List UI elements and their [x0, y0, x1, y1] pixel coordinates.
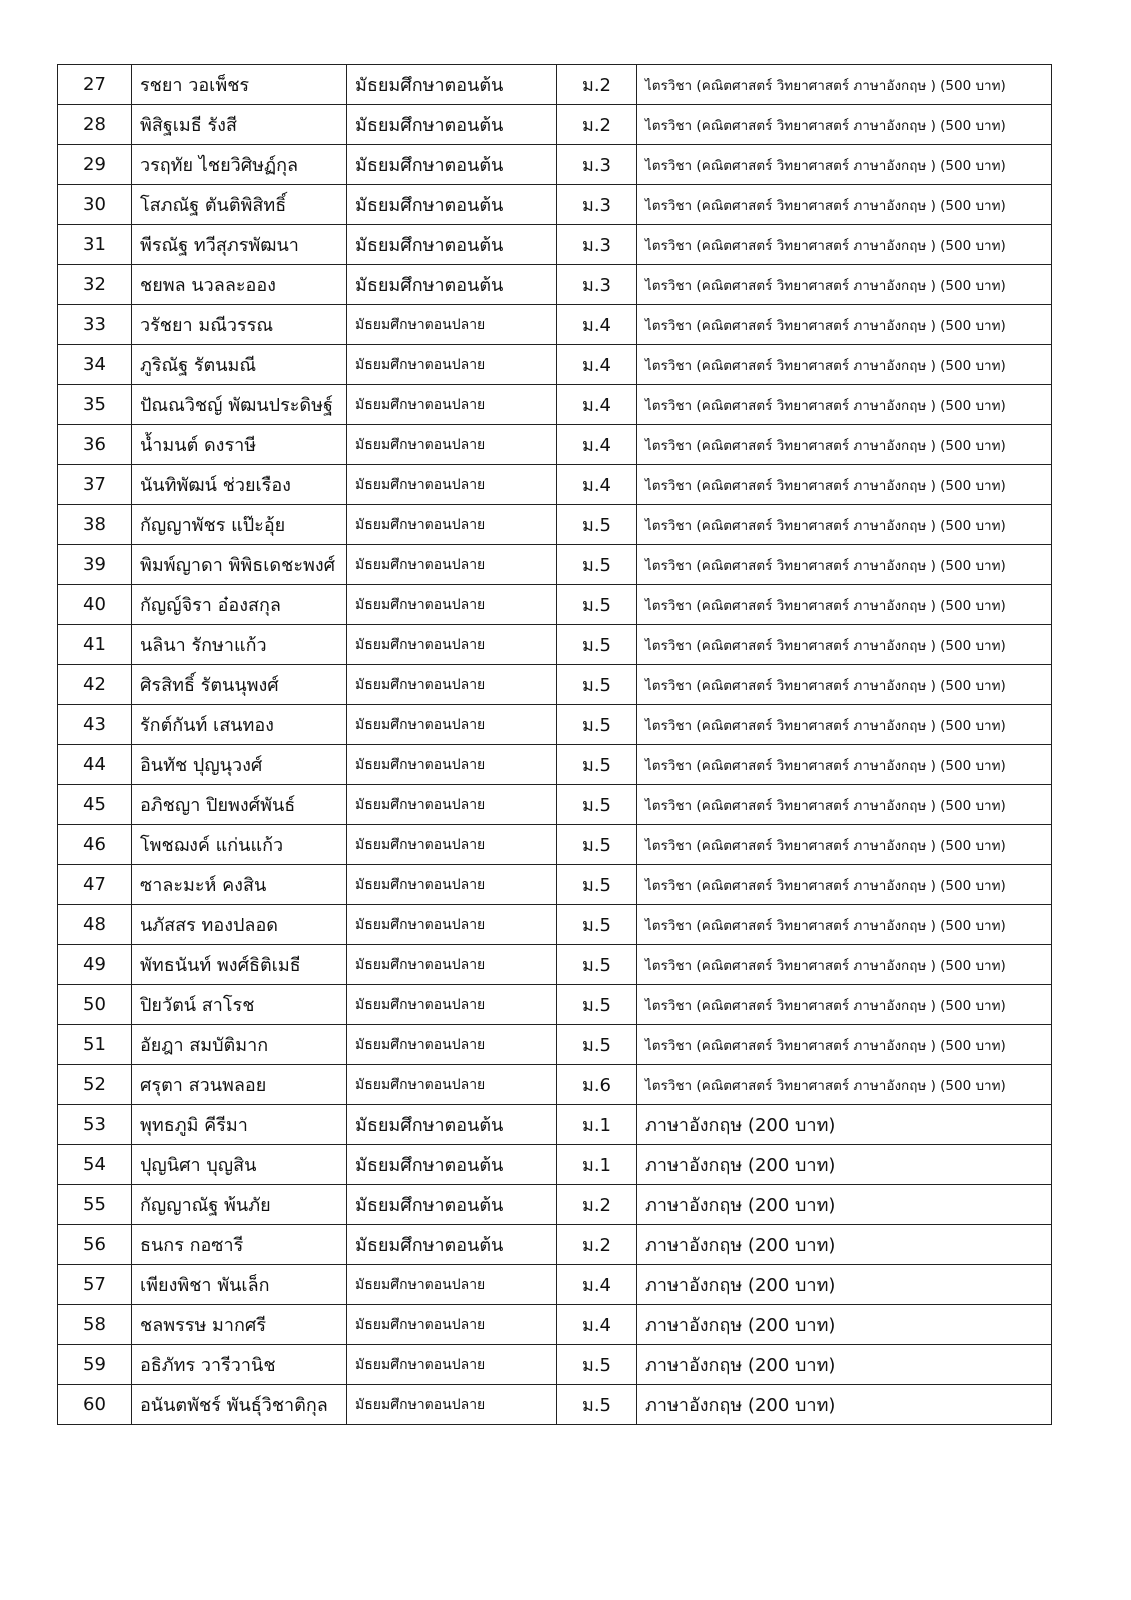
row-number: 54	[58, 1145, 132, 1185]
row-number: 32	[58, 265, 132, 305]
grade-level: ม.5	[557, 505, 637, 545]
student-name: พิมพ์ญาดา พิพิธเดชะพงศ์	[132, 545, 347, 585]
row-number: 48	[58, 905, 132, 945]
student-name: นภัสสร ทองปลอด	[132, 905, 347, 945]
subject-fee: ภาษาอังกฤษ (200 บาท)	[637, 1345, 1052, 1385]
row-number: 60	[58, 1385, 132, 1425]
education-level: มัธยมศึกษาตอนต้น	[347, 145, 557, 185]
grade-level: ม.1	[557, 1145, 637, 1185]
table-row	[58, 1105, 1052, 1145]
education-level: มัธยมศึกษาตอนปลาย	[347, 585, 557, 625]
education-level: มัธยมศึกษาตอนปลาย	[347, 1065, 557, 1105]
row-number: 40	[58, 585, 132, 625]
row-number: 46	[58, 825, 132, 865]
subject-fee: ไตรวิชา (คณิตศาสตร์ วิทยาศาสตร์ ภาษาอังกฤษ ) (500 บาท)	[637, 585, 1052, 625]
table-row	[58, 1145, 1052, 1185]
row-number: 37	[58, 465, 132, 505]
row-number: 31	[58, 225, 132, 265]
education-level: มัธยมศึกษาตอนต้น	[347, 105, 557, 145]
education-level: มัธยมศึกษาตอนปลาย	[347, 665, 557, 705]
grade-level: ม.5	[557, 705, 637, 745]
subject-fee: ภาษาอังกฤษ (200 บาท)	[637, 1185, 1052, 1225]
row-number: 38	[58, 505, 132, 545]
education-level: มัธยมศึกษาตอนปลาย	[347, 1305, 557, 1345]
student-name: โสภณัฐ ตันติพิสิทธิ์	[132, 185, 347, 225]
table-row	[58, 1065, 1052, 1105]
table-row	[58, 145, 1052, 185]
education-level: มัธยมศึกษาตอนต้น	[347, 225, 557, 265]
subject-fee: ภาษาอังกฤษ (200 บาท)	[637, 1105, 1052, 1145]
row-number: 44	[58, 745, 132, 785]
education-level: มัธยมศึกษาตอนต้น	[347, 265, 557, 305]
subject-fee: ภาษาอังกฤษ (200 บาท)	[637, 1145, 1052, 1185]
education-level: มัธยมศึกษาตอนต้น	[347, 185, 557, 225]
subject-fee: ไตรวิชา (คณิตศาสตร์ วิทยาศาสตร์ ภาษาอังกฤษ ) (500 บาท)	[637, 305, 1052, 345]
subject-fee: ไตรวิชา (คณิตศาสตร์ วิทยาศาสตร์ ภาษาอังกฤษ ) (500 บาท)	[637, 945, 1052, 985]
table-row	[58, 1305, 1052, 1345]
subject-fee: ไตรวิชา (คณิตศาสตร์ วิทยาศาสตร์ ภาษาอังกฤษ ) (500 บาท)	[637, 65, 1052, 105]
grade-level: ม.3	[557, 265, 637, 305]
subject-fee: ไตรวิชา (คณิตศาสตร์ วิทยาศาสตร์ ภาษาอังกฤษ ) (500 บาท)	[637, 625, 1052, 665]
subject-fee: ไตรวิชา (คณิตศาสตร์ วิทยาศาสตร์ ภาษาอังกฤษ ) (500 บาท)	[637, 705, 1052, 745]
table-row	[58, 705, 1052, 745]
row-number: 56	[58, 1225, 132, 1265]
table-row	[58, 265, 1052, 305]
grade-level: ม.5	[557, 905, 637, 945]
student-name: ปัณณวิชญ์ พัฒนประดิษฐ์	[132, 385, 347, 425]
subject-fee: ไตรวิชา (คณิตศาสตร์ วิทยาศาสตร์ ภาษาอังกฤษ ) (500 บาท)	[637, 825, 1052, 865]
grade-level: ม.6	[557, 1065, 637, 1105]
grade-level: ม.5	[557, 625, 637, 665]
subject-fee: ภาษาอังกฤษ (200 บาท)	[637, 1385, 1052, 1425]
table-row	[58, 1185, 1052, 1225]
row-number: 45	[58, 785, 132, 825]
row-number: 28	[58, 105, 132, 145]
row-number: 58	[58, 1305, 132, 1345]
student-name: น้ำมนต์ ดงราษี	[132, 425, 347, 465]
roster-body	[58, 65, 1052, 1425]
student-name: ศรุตา สวนพลอย	[132, 1065, 347, 1105]
grade-level: ม.3	[557, 185, 637, 225]
grade-level: ม.4	[557, 345, 637, 385]
student-name: ธนกร กอซารี	[132, 1225, 347, 1265]
education-level: มัธยมศึกษาตอนปลาย	[347, 945, 557, 985]
grade-level: ม.3	[557, 225, 637, 265]
education-level: มัธยมศึกษาตอนปลาย	[347, 505, 557, 545]
student-name: ปิยวัตน์ สาโรช	[132, 985, 347, 1025]
row-number: 47	[58, 865, 132, 905]
education-level: มัธยมศึกษาตอนปลาย	[347, 545, 557, 585]
row-number: 27	[58, 65, 132, 105]
student-name: อธิภัทร วารีวานิช	[132, 1345, 347, 1385]
row-number: 49	[58, 945, 132, 985]
education-level: มัธยมศึกษาตอนปลาย	[347, 305, 557, 345]
student-name: ชยพล นวลละออง	[132, 265, 347, 305]
row-number: 43	[58, 705, 132, 745]
table-row	[58, 305, 1052, 345]
subject-fee: ภาษาอังกฤษ (200 บาท)	[637, 1265, 1052, 1305]
student-roster-table	[57, 64, 1052, 1425]
table-row	[58, 505, 1052, 545]
student-name: อนันตพัชร์ พันธุ์วิชาติกุล	[132, 1385, 347, 1425]
education-level: มัธยมศึกษาตอนปลาย	[347, 905, 557, 945]
grade-level: ม.5	[557, 585, 637, 625]
education-level: มัธยมศึกษาตอนปลาย	[347, 785, 557, 825]
row-number: 35	[58, 385, 132, 425]
subject-fee: ภาษาอังกฤษ (200 บาท)	[637, 1305, 1052, 1345]
row-number: 34	[58, 345, 132, 385]
row-number: 41	[58, 625, 132, 665]
student-name: วรัชยา มณีวรรณ	[132, 305, 347, 345]
table-row	[58, 785, 1052, 825]
row-number: 30	[58, 185, 132, 225]
education-level: มัธยมศึกษาตอนปลาย	[347, 745, 557, 785]
subject-fee: ไตรวิชา (คณิตศาสตร์ วิทยาศาสตร์ ภาษาอังกฤษ ) (500 บาท)	[637, 985, 1052, 1025]
table-row	[58, 1225, 1052, 1265]
student-name: นลินา รักษาแก้ว	[132, 625, 347, 665]
education-level: มัธยมศึกษาตอนปลาย	[347, 1385, 557, 1425]
subject-fee: ไตรวิชา (คณิตศาสตร์ วิทยาศาสตร์ ภาษาอังกฤษ ) (500 บาท)	[637, 1065, 1052, 1105]
table-row	[58, 625, 1052, 665]
student-name: รักต์กันท์ เสนทอง	[132, 705, 347, 745]
student-name: ปุญนิศา บุญสิน	[132, 1145, 347, 1185]
subject-fee: ไตรวิชา (คณิตศาสตร์ วิทยาศาสตร์ ภาษาอังกฤษ ) (500 บาท)	[637, 425, 1052, 465]
table-row	[58, 425, 1052, 465]
education-level: มัธยมศึกษาตอนปลาย	[347, 425, 557, 465]
education-level: มัธยมศึกษาตอนปลาย	[347, 345, 557, 385]
table-row	[58, 185, 1052, 225]
subject-fee: ไตรวิชา (คณิตศาสตร์ วิทยาศาสตร์ ภาษาอังกฤษ ) (500 บาท)	[637, 185, 1052, 225]
subject-fee: ไตรวิชา (คณิตศาสตร์ วิทยาศาสตร์ ภาษาอังกฤษ ) (500 บาท)	[637, 785, 1052, 825]
grade-level: ม.2	[557, 105, 637, 145]
table-row	[58, 905, 1052, 945]
education-level: มัธยมศึกษาตอนต้น	[347, 1225, 557, 1265]
grade-level: ม.2	[557, 65, 637, 105]
row-number: 33	[58, 305, 132, 345]
student-name: อภิชญา ปิยพงศ์พันธ์	[132, 785, 347, 825]
subject-fee: ไตรวิชา (คณิตศาสตร์ วิทยาศาสตร์ ภาษาอังกฤษ ) (500 บาท)	[637, 545, 1052, 585]
grade-level: ม.5	[557, 665, 637, 705]
subject-fee: ไตรวิชา (คณิตศาสตร์ วิทยาศาสตร์ ภาษาอังกฤษ ) (500 บาท)	[637, 345, 1052, 385]
student-name: พัทธนันท์ พงศ์ธิติเมธี	[132, 945, 347, 985]
student-name: ซาละมะห์ คงสิน	[132, 865, 347, 905]
student-name: กัญญาพัชร แป๊ะอุ้ย	[132, 505, 347, 545]
subject-fee: ไตรวิชา (คณิตศาสตร์ วิทยาศาสตร์ ภาษาอังกฤษ ) (500 บาท)	[637, 505, 1052, 545]
table-row	[58, 745, 1052, 785]
subject-fee: ไตรวิชา (คณิตศาสตร์ วิทยาศาสตร์ ภาษาอังกฤษ ) (500 บาท)	[637, 745, 1052, 785]
row-number: 55	[58, 1185, 132, 1225]
table-row	[58, 225, 1052, 265]
table-row	[58, 1265, 1052, 1305]
student-name: อินทัช ปุญนุวงศ์	[132, 745, 347, 785]
row-number: 57	[58, 1265, 132, 1305]
student-name: โพชฌงค์ แก่นแก้ว	[132, 825, 347, 865]
subject-fee: ไตรวิชา (คณิตศาสตร์ วิทยาศาสตร์ ภาษาอังกฤษ ) (500 บาท)	[637, 1025, 1052, 1065]
grade-level: ม.4	[557, 1305, 637, 1345]
row-number: 51	[58, 1025, 132, 1065]
table-row	[58, 1385, 1052, 1425]
row-number: 36	[58, 425, 132, 465]
education-level: มัธยมศึกษาตอนปลาย	[347, 985, 557, 1025]
table-row	[58, 865, 1052, 905]
grade-level: ม.2	[557, 1225, 637, 1265]
grade-level: ม.5	[557, 865, 637, 905]
grade-level: ม.4	[557, 465, 637, 505]
table-row	[58, 665, 1052, 705]
education-level: มัธยมศึกษาตอนต้น	[347, 1185, 557, 1225]
student-name: วรฤทัย ไชยวิศิษฏ์กุล	[132, 145, 347, 185]
grade-level: ม.5	[557, 1385, 637, 1425]
table-row	[58, 65, 1052, 105]
grade-level: ม.3	[557, 145, 637, 185]
subject-fee: ไตรวิชา (คณิตศาสตร์ วิทยาศาสตร์ ภาษาอังกฤษ ) (500 บาท)	[637, 465, 1052, 505]
grade-level: ม.5	[557, 985, 637, 1025]
education-level: มัธยมศึกษาตอนต้น	[347, 1145, 557, 1185]
grade-level: ม.5	[557, 1025, 637, 1065]
subject-fee: ไตรวิชา (คณิตศาสตร์ วิทยาศาสตร์ ภาษาอังกฤษ ) (500 บาท)	[637, 105, 1052, 145]
grade-level: ม.5	[557, 545, 637, 585]
student-name: พีรณัฐ ทวีสุภรพัฒนา	[132, 225, 347, 265]
student-name: พุทธภูมิ คีรีมา	[132, 1105, 347, 1145]
row-number: 52	[58, 1065, 132, 1105]
table-row	[58, 385, 1052, 425]
student-name: อัยฎา สมบัติมาก	[132, 1025, 347, 1065]
education-level: มัธยมศึกษาตอนปลาย	[347, 825, 557, 865]
row-number: 42	[58, 665, 132, 705]
grade-level: ม.4	[557, 305, 637, 345]
table-row	[58, 105, 1052, 145]
education-level: มัธยมศึกษาตอนปลาย	[347, 625, 557, 665]
table-row	[58, 1025, 1052, 1065]
table-row	[58, 1345, 1052, 1385]
subject-fee: ภาษาอังกฤษ (200 บาท)	[637, 1225, 1052, 1265]
subject-fee: ไตรวิชา (คณิตศาสตร์ วิทยาศาสตร์ ภาษาอังกฤษ ) (500 บาท)	[637, 905, 1052, 945]
education-level: มัธยมศึกษาตอนปลาย	[347, 465, 557, 505]
row-number: 29	[58, 145, 132, 185]
subject-fee: ไตรวิชา (คณิตศาสตร์ วิทยาศาสตร์ ภาษาอังกฤษ ) (500 บาท)	[637, 145, 1052, 185]
student-name: เพียงพิชา พันเล็ก	[132, 1265, 347, 1305]
row-number: 53	[58, 1105, 132, 1145]
student-name: รชยา วอเพ็ชร	[132, 65, 347, 105]
student-name: กัญญาณัฐ พ้นภัย	[132, 1185, 347, 1225]
student-name: กัญญ์จิรา อ๋องสกุล	[132, 585, 347, 625]
table-row	[58, 465, 1052, 505]
education-level: มัธยมศึกษาตอนปลาย	[347, 385, 557, 425]
student-name: ศิรสิทธิ์ รัตนนุพงศ์	[132, 665, 347, 705]
subject-fee: ไตรวิชา (คณิตศาสตร์ วิทยาศาสตร์ ภาษาอังกฤษ ) (500 บาท)	[637, 225, 1052, 265]
student-name: พิสิฐเมธี รังสี	[132, 105, 347, 145]
row-number: 59	[58, 1345, 132, 1385]
table-row	[58, 825, 1052, 865]
student-name: ภูริณัฐ รัตนมณี	[132, 345, 347, 385]
grade-level: ม.5	[557, 1345, 637, 1385]
table-row	[58, 545, 1052, 585]
student-name: นันทิพัฒน์ ช่วยเรือง	[132, 465, 347, 505]
table-row	[58, 945, 1052, 985]
education-level: มัธยมศึกษาตอนปลาย	[347, 865, 557, 905]
subject-fee: ไตรวิชา (คณิตศาสตร์ วิทยาศาสตร์ ภาษาอังกฤษ ) (500 บาท)	[637, 385, 1052, 425]
education-level: มัธยมศึกษาตอนต้น	[347, 1105, 557, 1145]
row-number: 39	[58, 545, 132, 585]
student-name: ชลพรรษ มากศรี	[132, 1305, 347, 1345]
education-level: มัธยมศึกษาตอนปลาย	[347, 1025, 557, 1065]
grade-level: ม.1	[557, 1105, 637, 1145]
subject-fee: ไตรวิชา (คณิตศาสตร์ วิทยาศาสตร์ ภาษาอังกฤษ ) (500 บาท)	[637, 865, 1052, 905]
table-row	[58, 985, 1052, 1025]
row-number: 50	[58, 985, 132, 1025]
table-row	[58, 345, 1052, 385]
grade-level: ม.4	[557, 1265, 637, 1305]
grade-level: ม.5	[557, 785, 637, 825]
education-level: มัธยมศึกษาตอนปลาย	[347, 1345, 557, 1385]
subject-fee: ไตรวิชา (คณิตศาสตร์ วิทยาศาสตร์ ภาษาอังกฤษ ) (500 บาท)	[637, 665, 1052, 705]
education-level: มัธยมศึกษาตอนต้น	[347, 65, 557, 105]
education-level: มัธยมศึกษาตอนปลาย	[347, 705, 557, 745]
table-row	[58, 585, 1052, 625]
subject-fee: ไตรวิชา (คณิตศาสตร์ วิทยาศาสตร์ ภาษาอังกฤษ ) (500 บาท)	[637, 265, 1052, 305]
education-level: มัธยมศึกษาตอนปลาย	[347, 1265, 557, 1305]
grade-level: ม.4	[557, 385, 637, 425]
grade-level: ม.5	[557, 745, 637, 785]
grade-level: ม.4	[557, 425, 637, 465]
grade-level: ม.5	[557, 945, 637, 985]
grade-level: ม.5	[557, 825, 637, 865]
grade-level: ม.2	[557, 1185, 637, 1225]
